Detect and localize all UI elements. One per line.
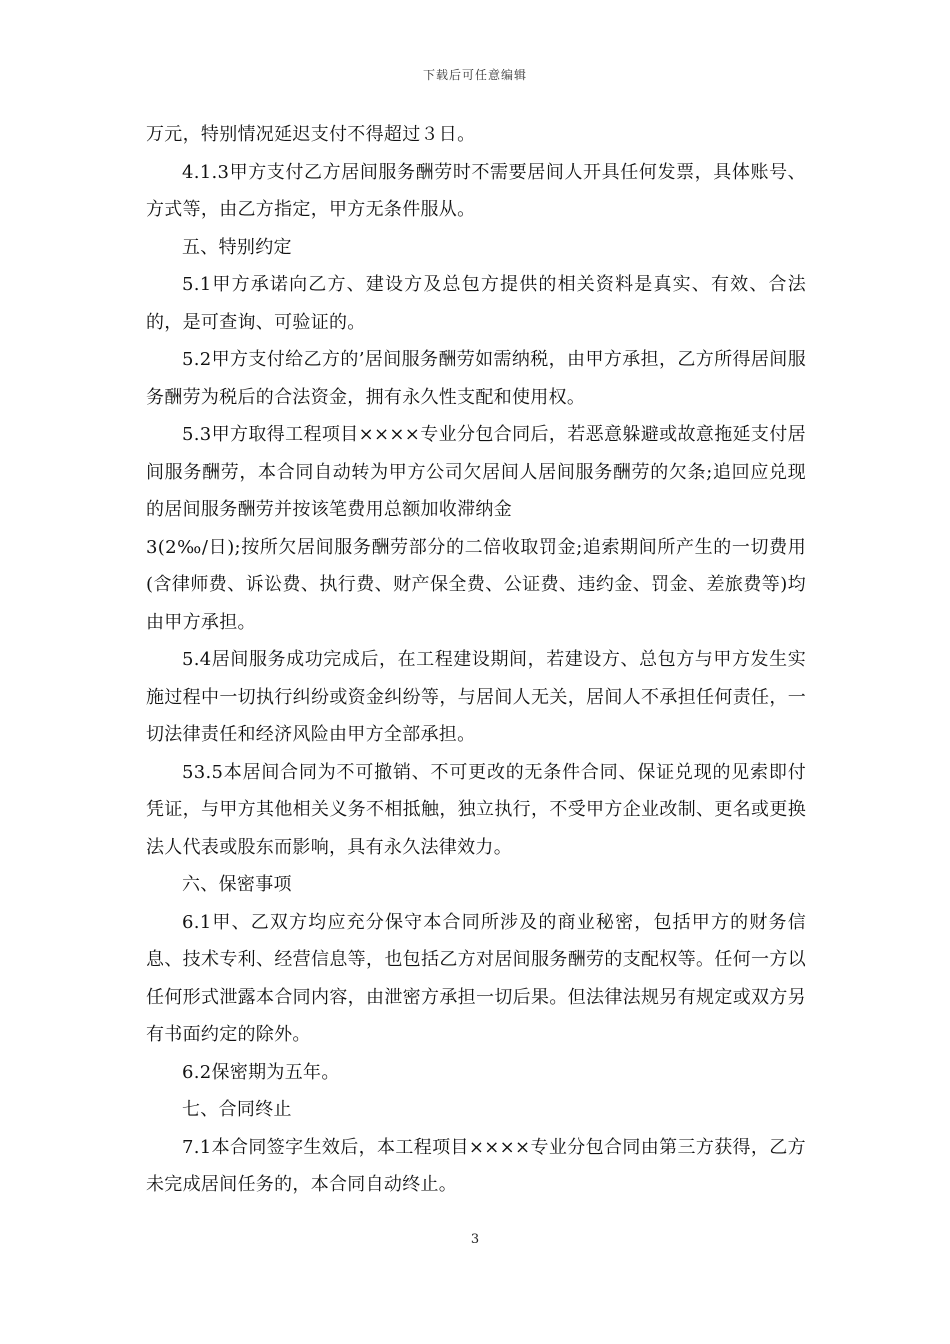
paragraph: 万元，特别情况延迟支付不得超过３日。 bbox=[146, 124, 476, 145]
paragraph: 53.5本居间合同为不可撤销、不可更改的无条件合同、保证兑现的见索即付凭证，与甲方其他相关义务不相抵触，独立执行，不受甲方企业改制、更名或更换法人代表或股东而影响，具有永久法律效力。 bbox=[146, 761, 806, 858]
document-body bbox=[146, 116, 806, 1204]
paragraph: 5.4居间服务成功完成后，在工程建设期间，若建设方、总包方与甲方发生实施过程中一切执行纠纷或资金纠纷等，与居间人无关，居间人不承担任何责任，一切法律责任和经济风险由甲方全部承担。 bbox=[146, 649, 806, 745]
section-heading: 七、合同终止 bbox=[182, 1099, 292, 1120]
section-heading: 五、特别约定 bbox=[182, 236, 292, 258]
paragraph: 5.2甲方支付给乙方的’居间服务酬劳如需纳税，由甲方承担，乙方所得居间服务酬劳为税后的合法资金，拥有永久性支配和使用权。 bbox=[146, 349, 806, 408]
page-number: 3 bbox=[470, 1232, 480, 1247]
paragraph: 7.1本合同签字生效后，本工程项目××××专业分包合同由第三方获得，乙方未完成居间任务的，本合同自动终止。 bbox=[146, 1136, 806, 1195]
section-heading: 六、保密事项 bbox=[182, 874, 292, 895]
page-header: 下载后可任意编辑 bbox=[422, 68, 527, 82]
paragraph: 3(2‰/日);按所欠居间服务酬劳部分的二倍收取罚金;追索期间所产生的一切费用(含律师费、诉讼费、执行费、财产保全费、公证费、违约金、罚金、差旅费等)均由甲方承担。 bbox=[146, 536, 806, 633]
paragraph: 5.1甲方承诺向乙方、建设方及总包方提供的相关资料是真实、有效、合法的，是可查询、可验证的。 bbox=[146, 274, 806, 333]
paragraph: 4.1.3甲方支付乙方居间服务酬劳时不需要居间人开具任何发票，具体账号、方式等，由乙方指定，甲方无条件服从。 bbox=[146, 161, 806, 220]
paragraph: 6.2保密期为五年。 bbox=[182, 1061, 340, 1083]
paragraph: 6.1甲、乙双方均应充分保守本合同所涉及的商业秘密，包括甲方的财务信息、技术专利、经营信息等，也包括乙方对居间服务酬劳的支配权等。任何一方以任何形式泄露本合同内容，由泄密方承担一切后果。但法律法规另有规定或双方另有书面约定的除外。 bbox=[146, 911, 806, 1045]
paragraph: 5.3甲方取得工程项目××××专业分包合同后，若恶意躲避或故意拖延支付居间服务酬劳，本合同自动转为甲方公司欠居间人居间服务酬劳的欠条;追回应兑现的居间服务酬劳并按该笔费用总额加收滞纳金 bbox=[146, 424, 806, 520]
